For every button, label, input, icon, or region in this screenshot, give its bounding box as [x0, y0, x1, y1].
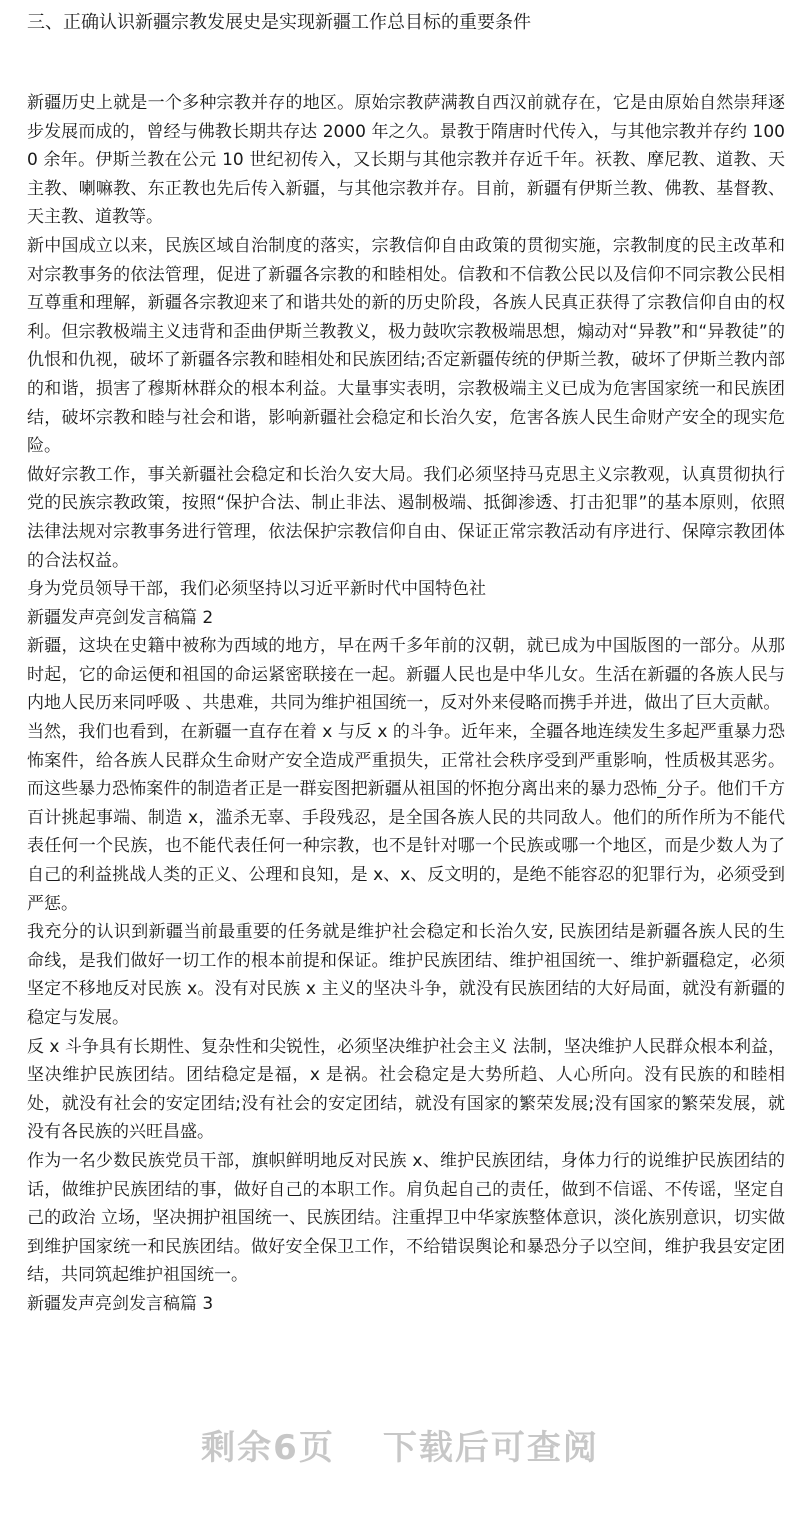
paragraph-stability-task: 我充分的认识到新疆当前最重要的任务就是维护社会稳定和长治久安, 民族团结是新疆各族人民的生命线，是我们做好一切工作的根本前提和保证。维护民族团结、维护祖国统一、维护新疆稳定，必须坚定不移地反对民族 x。没有对民族 x 主义的坚决斗争，就没有民族团结的大好局面，就没有新疆的稳定与发展。 — [27, 922, 785, 1028]
remaining-pages-label: 剩余6页 — [201, 1428, 335, 1468]
paragraph-party-cadre: 身为党员领导干部，我们必须坚持以习近平新时代中国特色社 — [27, 579, 486, 600]
paragraph-long-term-struggle: 反 x 斗争具有长期性、复杂性和尖锐性，必须坚决维护社会主义 法制，坚决维护人民群众根本利益，坚决维护民族团结。团结稳定是福，x 是祸。社会稳定是大势所趋、人心所向。没有民族的和睦相处，就没有社会的安定团结;没有社会的安定团结，就没有国家的繁荣发展;没有国家的繁荣发展，就没有各民族的兴旺昌盛。 — [27, 1036, 785, 1143]
paragraph-since-founding: 新中国成立以来，民族区域自治制度的落实，宗教信仰自由政策的贯彻实施，宗教制度的民主改革和对宗教事务的依法管理，促进了新疆各宗教的和睦相处。信教和不信教公民以及信仰不同宗教公民相互尊重和理解，新疆各宗教迎来了和谐共处的新的历史阶段，各族人民真正获得了宗教信仰自由的权利。但宗教极端主义违背和歪曲伊斯兰教教义，极力鼓吹宗教极端思想，煽动对“异教”和“异教徒”的仇恨和仇视，破坏了新疆各宗教和睦相处和民族团结;否定新疆传统的伊斯兰教，破坏了伊斯兰教内部的和谐，损害了穆斯林群众的根本利益。大量事实表明，宗教极端主义已成为危害国家统一和民族团结，破坏宗教和睦与社会和谐，影响新疆社会稳定和长治久安，危害各族人民生命财产安全的现实危险。 — [27, 235, 785, 457]
paragraph-religious-history: 新疆历史上就是一个多种宗教并存的地区。原始宗教萨满教自西汉前就存在，它是由原始自然崇拜逐步发展而成的，曾经与佛教长期共存达 2000 年之久。景教于隋唐时代传入，与其他宗教并存约 1000 余年。伊斯兰教在公元 10 世纪初传入，又长期与其他宗教并存近千年。祆教、摩尼教、道教、天主教、喇嘛教、东正教也先后传入新疆，与其他宗教并存。目前，新疆有伊斯兰教、佛教、基督教、天主教、道教等。 — [27, 93, 785, 228]
section-heading: 三、正确认识新疆宗教发展史是实现新疆工作总目标的重要条件 — [27, 12, 531, 33]
download-to-view-link[interactable]: 下载后可查阅 — [382, 1428, 599, 1468]
article-title-part-3: 新疆发声亮剑发言稿篇 3 — [27, 1293, 214, 1314]
document-body — [27, 89, 785, 1319]
download-prompt[interactable] — [0, 1420, 800, 1469]
paragraph-minority-cadre: 作为一名少数民族党员干部，旗帜鲜明地反对民族 x、维护民族团结，身体力行的说维护民族团结的话，做维护民族团结的事，做好自己的本职工作。肩负起自己的责任，做到不信谣、不传谣，坚定自己的政治 立场，坚决拥护祖国统一、民族团结。注重捍卫中华家族整体意识，淡化族别意识，切实做到维护国家统一和民族团结。做好安全保卫工作，不给错误舆论和暴恐分子以空间，维护我县安定团结，共同筑起维护祖国统一。 — [27, 1150, 785, 1286]
paragraph-xinjiang-history: 新疆，这块在史籍中被称为西域的地方，早在两千多年前的汉朝，就已成为中国版图的一部分。从那时起，它的命运便和祖国的命运紧密联接在一起。新疆人民也是中华儿女。生活在新疆的各族人民与内地人民历来同呼吸 、共患难，共同为维护祖国统一，反对外来侵略而携手并进，做出了巨大贡献。 — [27, 636, 785, 714]
article-title-part-2: 新疆发声亮剑发言稿篇 2 — [27, 607, 214, 628]
paragraph-struggle: 当然，我们也看到，在新疆一直存在着 x 与反 x 的斗争。近年来，全疆各地连续发生多起严重暴力恐怖案件，给各族人民群众生命财产安全造成严重损失，正常社会秩序受到严重影响，性质极其恶劣。而这些暴力恐怖案件的制造者正是一群妄图把新疆从祖国的怀抱分离出来的暴力恐怖_分子。他们千方百计挑起事端、制造 x，滥杀无辜、手段残忍，是全国各族人民的共同敌人。他们的所作所为不能代表任何一个民族，也不能代表任何一种宗教，也不是针对哪一个民族或哪一个地区，而是少数人为了自己的利益挑战人类的正义、公理和良知，是 x、x、反文明的，是绝不能容忍的犯罪行为，必须受到严惩。 — [27, 722, 786, 914]
paragraph-religious-work: 做好宗教工作，事关新疆社会稳定和长治久安大局。我们必须坚持马克思主义宗教观，认真贯彻执行党的民族宗教政策，按照“保护合法、制止非法、遏制极端、抵御渗透、打击犯罪”的基本原则，依照法律法规对宗教事务进行管理，依法保护宗教信仰自由、保证正常宗教活动有序进行、保障宗教团体的合法权益。 — [27, 464, 785, 571]
